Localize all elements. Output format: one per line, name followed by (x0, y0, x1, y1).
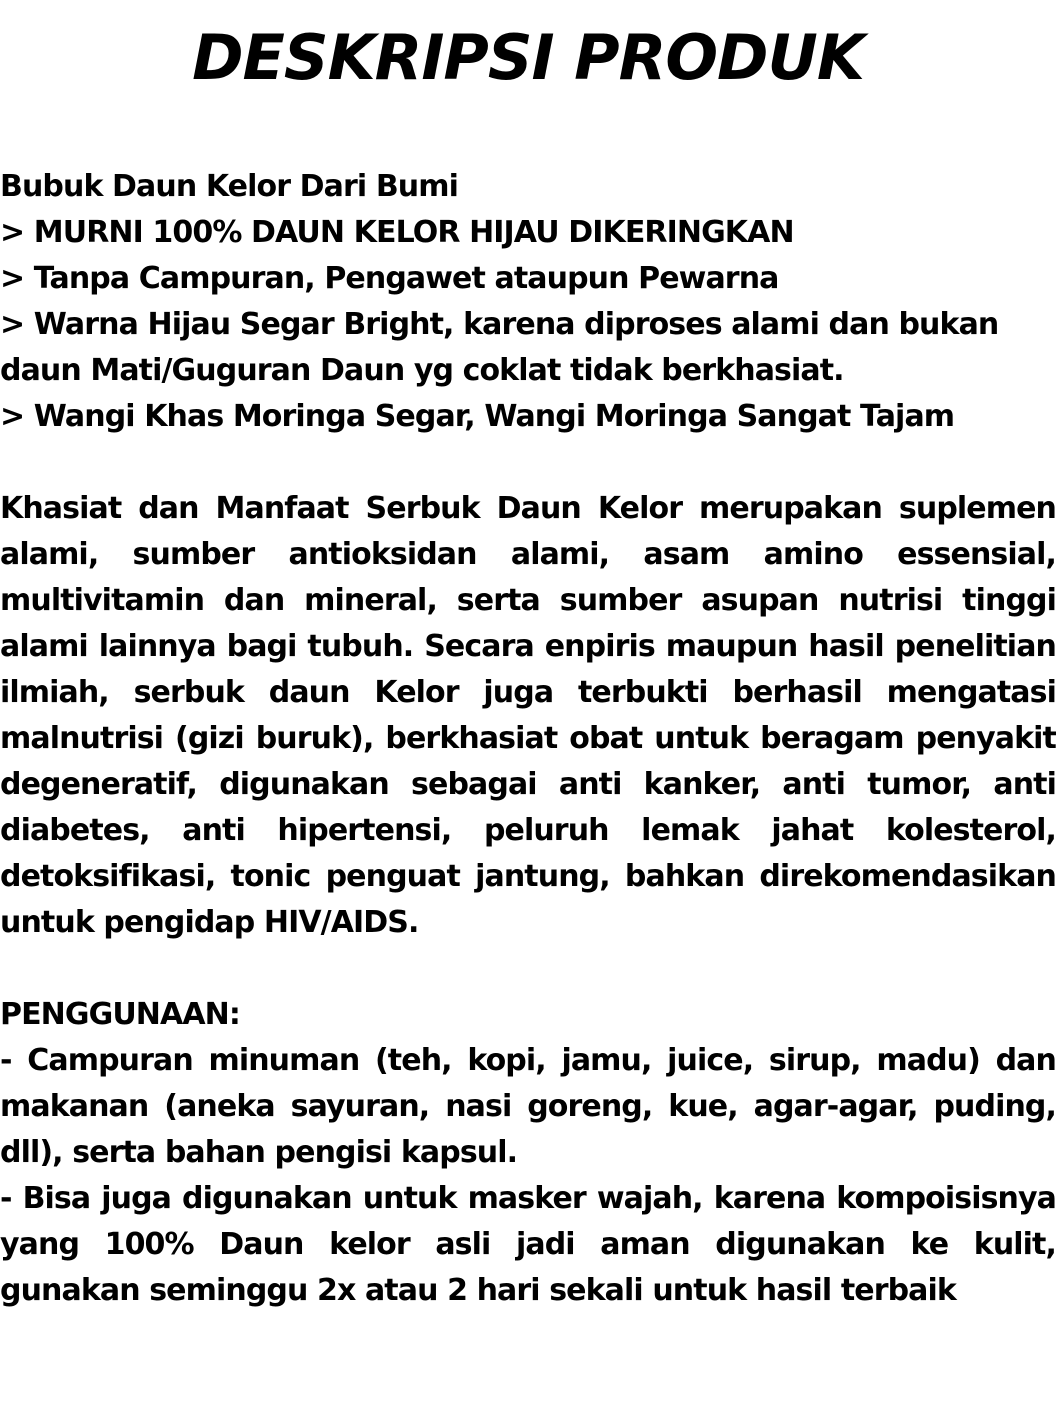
usage-item-face-mask: - Bisa juga digunakan untuk masker wajah, karena kompoisisnya yang 100% Daun kelor asli jadi aman digunakan ke kulit, gunakan seminggu 2x atau 2 hari sekali untuk hasil terbaik (0, 1181, 1056, 1308)
section-spacer (0, 946, 1056, 992)
feature-item-color: > Warna Hijau Segar Bright, karena diproses alami dan bukan daun Mati/Guguran Daun yg coklat tidak berkhasiat. (0, 307, 999, 388)
benefits-section (0, 486, 1056, 946)
feature-item-aroma: > Wangi Khas Moringa Segar, Wangi Moringa Sangat Tajam (0, 399, 955, 434)
product-name: Bubuk Daun Kelor Dari Bumi (0, 169, 458, 204)
feature-item-purity: > MURNI 100% DAUN KELOR HIJAU DIKERINGKAN (0, 215, 794, 250)
feature-item-no-additives: > Tanpa Campuran, Pengawet ataupun Pewarna (0, 261, 779, 296)
benefits-paragraph: Khasiat dan Manfaat Serbuk Daun Kelor merupakan suplemen alami, sumber antioksidan alami, asam amino essensial, multivitamin dan mineral, serta sumber asupan nutrisi tinggi alami lainnya bagi tubuh. Secara enpiris maupun hasil penelitian ilmiah, serbuk daun Kelor juga terbukti berhasil mengatasi malnutrisi (gizi buruk), berkhasiat obat untuk beragam penyakit degeneratif, digunakan sebagai anti kanker, anti tumor, anti diabetes, anti hipertensi, peluruh lemak jahat kolesterol, detoksifikasi, tonic penguat jantung, bahkan direkomendasikan untuk pengidap HIV/AIDS. (0, 491, 1056, 940)
usage-item-mixture: - Campuran minuman (teh, kopi, jamu, juice, sirup, madu) dan makanan (aneka sayuran, nasi goreng, kue, agar-agar, puding, dll), serta bahan pengisi kapsul. (0, 1043, 1056, 1170)
usage-heading: PENGGUNAAN: (0, 997, 240, 1032)
section-spacer (0, 440, 1056, 486)
usage-section (0, 992, 1056, 1314)
page-title: DESKRIPSI PRODUK (192, 21, 864, 94)
intro-section (0, 164, 1056, 440)
description-body (0, 164, 1056, 1314)
